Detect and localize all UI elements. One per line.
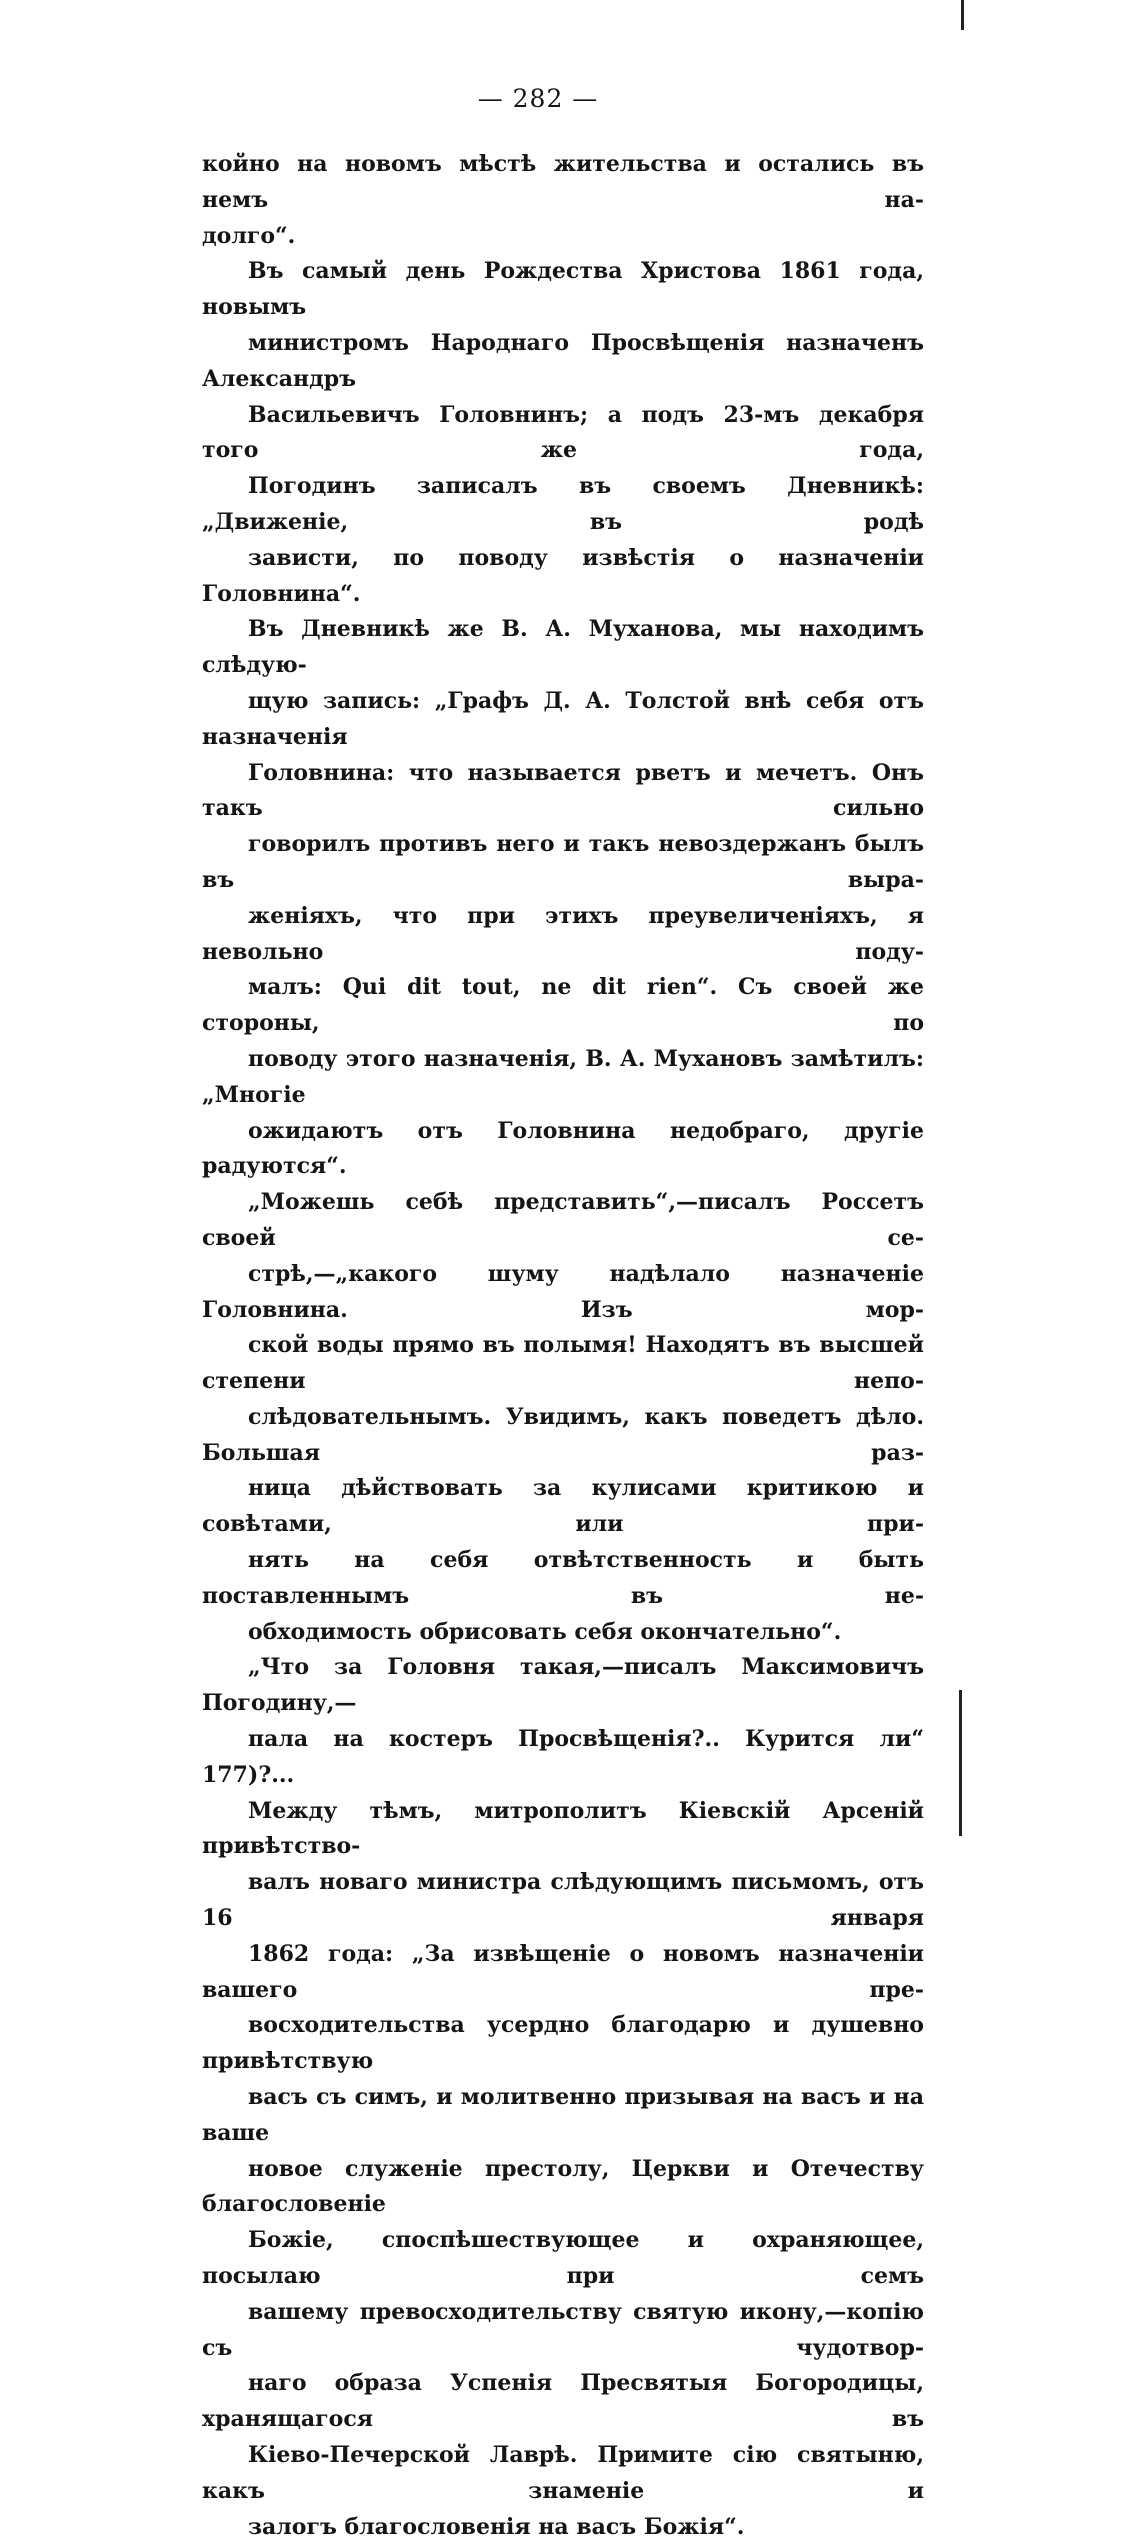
text-line: слѣдовательнымъ. Увидимъ, какъ поведетъ дѣло. Большая раз- — [202, 1403, 924, 1466]
text-line: восходительства усердно благодарю и душевно привѣтствую — [202, 2012, 924, 2075]
text-line: нять на себя отвѣтственность и быть поставленнымъ въ не- — [202, 1547, 924, 1609]
scan-edge-mark — [959, 1690, 962, 1836]
text-line: „Можешь себѣ представить“,—писалъ Россетъ своей се- — [202, 1189, 924, 1251]
paragraph-6 — [202, 1794, 924, 2545]
text-line: васъ съ симъ, и молитвенно призывая на васъ и на ваше — [202, 2084, 924, 2146]
body-text — [202, 147, 924, 2545]
text-line: „Что за Головня такая,—писалъ Максимовичъ Погодину,— — [202, 1654, 924, 1717]
paragraph-2 — [202, 254, 924, 612]
text-line: поводу этого назначенія, В. А. Мухановъ замѣтилъ: „Многіе — [202, 1045, 924, 1108]
text-line: Васильевичъ Головнинъ; а подъ 23-мъ декабря того же года, — [202, 401, 924, 464]
paragraph-5 — [202, 1650, 924, 1793]
text-line: Погодинъ записалъ въ своемъ Дневникѣ: „Движеніе, въ родѣ — [202, 473, 924, 535]
text-line: валъ новаго министра слѣдующимъ письмомъ, отъ 16 января — [202, 1869, 924, 1932]
text-line: пала на костеръ Просвѣщенія?.. Курится ли“ 177)?... — [202, 1726, 924, 1788]
text-line: Головнина: что называется рветъ и мечетъ. Онъ такъ сильно — [202, 759, 924, 822]
paragraph-1 — [202, 147, 924, 254]
text-line: министромъ Народнаго Просвѣщенія назначенъ Александръ — [202, 329, 924, 392]
paragraph-4 — [202, 1185, 924, 1650]
text-line: 1862 года: „За извѣщеніе о новомъ назначеніи вашего пре- — [202, 1940, 924, 2003]
text-line: стрѣ,—„какого шуму надѣлало назначеніе Головнина. Изъ мор- — [202, 1260, 924, 1323]
text-line: щую запись: „Графъ Д. А. Толстой внѣ себя отъ назначенія — [202, 687, 924, 750]
text-line: ница дѣйствовать за кулисами критикою и совѣтами, или при- — [202, 1475, 924, 1538]
text-line: койно на новомъ мѣстѣ жительства и остались въ немъ на- — [202, 151, 924, 213]
scan-edge-mark — [961, 0, 964, 30]
text-line: залогъ благословенія на васъ Божія“. — [248, 2513, 745, 2540]
text-line: ожидаютъ отъ Головнина недобраго, другіе радуются“. — [202, 1117, 924, 1180]
text-line: говорилъ противъ него и такъ невоздержанъ былъ въ выра- — [202, 831, 924, 893]
text-line: Кіево-Печерской Лаврѣ. Примите сію святыню, какъ знаменіе и — [202, 2442, 924, 2504]
text-line: новое служеніе престолу, Церкви и Отечеству благословеніе — [202, 2155, 924, 2218]
text-line: зависти, по поводу извѣстія о назначеніи Головнина“. — [202, 544, 924, 607]
text-line: вашему превосходительству святую икону,—копію съ чудотвор- — [202, 2298, 924, 2361]
text-line: наго образа Успенія Пресвятыя Богородицы, хранящагося въ — [202, 2370, 924, 2433]
text-line: Въ самый день Рождества Христова 1861 года, новымъ — [202, 258, 924, 321]
text-line: Божіе, споспѣшествующее и охраняющее, посылаю при семъ — [202, 2227, 924, 2290]
text-line: ской воды прямо въ полымя! Находятъ въ высшей степени непо- — [202, 1332, 924, 1395]
text-line: малъ: Qui dit tout, ne dit rien“. Съ своей же стороны, по — [202, 974, 924, 1037]
paragraph-3 — [202, 612, 924, 1185]
text-line: обходимость обрисовать себя окончательно“. — [248, 1618, 842, 1645]
text-line: Между тѣмъ, митрополитъ Кіевскій Арсеній привѣтство- — [202, 1797, 924, 1860]
text-line: долго“. — [202, 222, 296, 249]
text-line: Въ Дневникѣ же В. А. Муханова, мы находимъ слѣдую- — [202, 616, 924, 679]
text-line: женіяхъ, что при этихъ преувеличеніяхъ, я невольно поду- — [202, 902, 924, 965]
page-number: — 282 — — [477, 84, 599, 113]
